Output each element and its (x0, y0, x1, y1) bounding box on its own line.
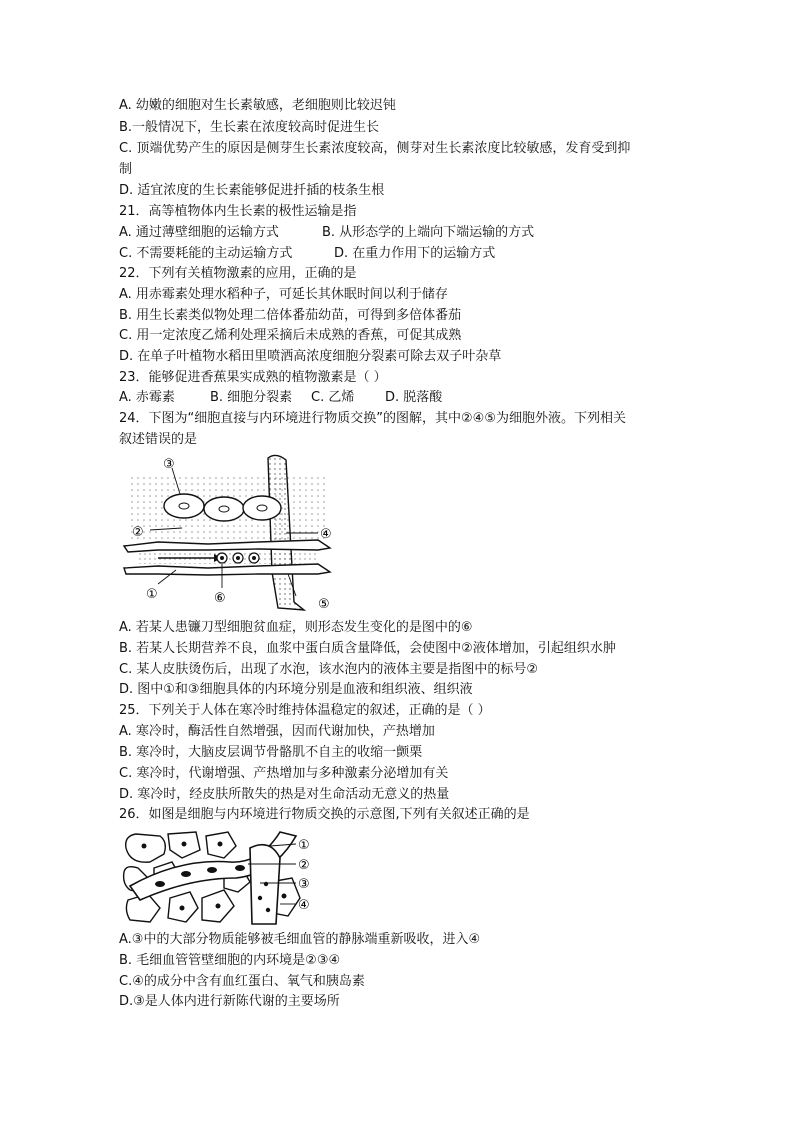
q26-figure-tissue-diagram (120, 828, 320, 928)
q26-label-3: ③ (298, 877, 310, 892)
q26-option-a: A.③中的大部分物质能够被毛细血管的静脉端重新吸收，进入④ (119, 932, 481, 947)
q24-option-b: B. 若某人长期营养不良，血浆中蛋白质含量降低，会使图中②液体增加，引起组织水肿 (119, 641, 616, 656)
q24-label-2: ② (132, 525, 144, 540)
q23-option-b: B. 细胞分裂素 (210, 390, 293, 405)
q24-label-4: ④ (320, 527, 332, 542)
q26-option-d: D.③是人体内进行新陈代谢的主要场所 (119, 994, 340, 1009)
q24-option-a: A. 若某人患镰刀型细胞贫血症，则形态发生变化的是图中的⑥ (119, 620, 473, 635)
tissue-cell-1-nucleus (179, 503, 189, 509)
q21-option-a: A. 通过薄壁细胞的运输方式 (119, 225, 279, 240)
q24-stem-line2: 叙述错误的是 (119, 432, 198, 447)
q22-stem: 22．下列有关植物激素的应用，正确的是 (119, 266, 357, 281)
q26-label-1: ① (298, 838, 310, 853)
tissue-cell-2-nucleus (219, 506, 229, 512)
q21-option-c: C. 不需要耗能的主动运输方式 (119, 246, 293, 261)
q23-option-d: D. 脱落酸 (385, 390, 443, 405)
q21-option-b: B. 从形态学的上端向下端运输的方式 (322, 225, 535, 240)
tissue-cell-3-nucleus (257, 505, 267, 511)
q21-option-d: D. 在重力作用下的运输方式 (334, 246, 496, 261)
q22-option-a: A. 用赤霉素处理水稻种子，可延长其休眠时间以利于储存 (119, 287, 448, 302)
tissue-cell-a (126, 834, 166, 862)
q20-option-d: D. 适宜浓度的生长素能够促进扦插的枝条生根 (119, 183, 385, 198)
q24-label-3: ③ (163, 457, 175, 472)
q22-option-c: C. 用一定浓度乙烯利处理采摘后未成熟的香蕉，可促其成熟 (119, 328, 462, 343)
q24-label-6: ⑥ (214, 591, 226, 606)
q23-option-c: C. 乙烯 (311, 390, 355, 405)
q20-option-c-continued: 制 (119, 162, 133, 177)
capillary-wall-lower (124, 564, 330, 575)
q22-option-d: D. 在单子叶植物水稻田里喷洒高浓度细胞分裂素可除去双子叶杂草 (119, 349, 502, 364)
q20-option-c: C. 顶端优势产生的原因是侧芽生长素浓度较高，侧芽对生长素浓度比较敏感，发育受到抑 (119, 141, 631, 156)
q20-option-a: A. 幼嫩的细胞对生长素敏感，老细胞则比较迟钝 (119, 98, 396, 113)
q24-option-c: C. 某人皮肤烫伤后，出现了水泡，该水泡内的液体主要是指图中的标号② (119, 662, 538, 677)
q25-option-a: A. 寒冷时，酶活性自然增强，因而代谢加快，产热增加 (119, 724, 435, 739)
q24-stem-line1: 24．下图为“细胞直接与内环境进行物质交换”的图解，其中②④⑤为细胞外液。下列相关 (119, 411, 626, 426)
q24-label-5: ⑤ (318, 597, 330, 612)
q20-option-b: B.一般情况下，生长素在浓度较高时促进生长 (119, 120, 380, 135)
q25-option-d: D. 寒冷时，经皮肤所散失的热是对生命活动无意义的热量 (119, 787, 450, 802)
q25-stem: 25．下列关于人体在寒冷时维持体温稳定的叙述，正确的是（ ） (119, 703, 491, 718)
q26-label-4: ④ (298, 898, 310, 913)
q22-option-b: B. 用生长素类似物处理二倍体番茄幼苗，可得到多倍体番茄 (119, 308, 462, 323)
q26-option-c: C.④的成分中含有血红蛋白、氧气和胰岛素 (119, 974, 365, 989)
q25-option-b: B. 寒冷时，大脑皮层调节骨骼肌不自主的收缩一颤栗 (119, 745, 423, 760)
q23-option-a: A. 赤霉素 (119, 390, 175, 405)
q24-option-d: D. 图中①和③细胞具体的内环境分别是血液和组织液、组织液 (119, 682, 473, 697)
q25-option-c: C. 寒冷时，代谢增强、产热增加与多种激素分泌增加有关 (119, 766, 449, 781)
q26-option-b: B. 毛细血管管壁细胞的内环境是②③④ (119, 953, 341, 968)
q26-label-2: ② (298, 858, 310, 873)
q24-label-1: ① (146, 587, 158, 602)
q21-stem: 21．高等植物体内生长素的极性运输是指 (119, 204, 357, 219)
q26-stem: 26．如图是细胞与内环境进行物质交换的示意图,下列有关叙述正确的是 (119, 807, 530, 822)
q24-figure-capillary-diagram (118, 452, 348, 612)
q23-stem: 23．能够促进香蕉果实成熟的植物激素是（ ） (119, 370, 387, 385)
capillary-wall-upper (124, 540, 330, 552)
